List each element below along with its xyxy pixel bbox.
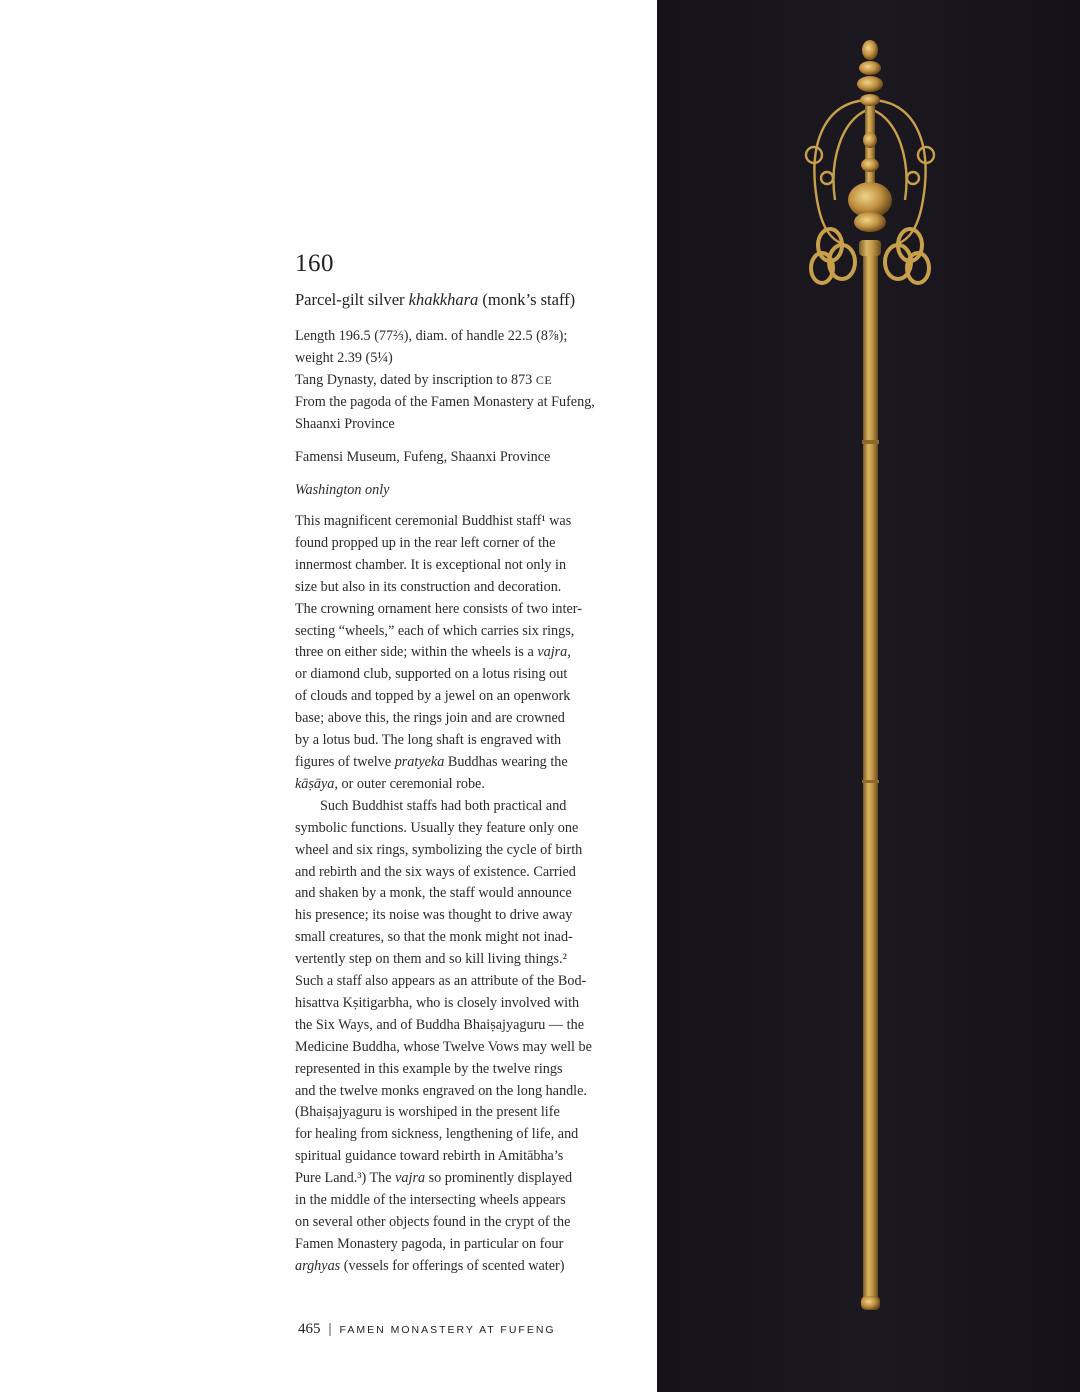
body-text: figures of twelve — [295, 753, 395, 770]
body-text: so prominently displayed — [425, 1170, 573, 1187]
paragraph-start-line: Such Buddhist staffs had both practical and — [320, 797, 567, 814]
body-line: and the twelve monks engraved on the long handle. — [295, 1082, 587, 1099]
entry-body — [295, 511, 625, 1278]
body-line: (Bhaiṣajyaguru is worshiped in the present life — [295, 1104, 560, 1121]
page-number: 465 — [298, 1321, 321, 1337]
body-text: Buddhas wearing the — [444, 753, 568, 770]
body-text: Pure Land.³) The — [295, 1170, 396, 1187]
body-line: represented in this example by the twelve rings — [295, 1060, 563, 1077]
entry-title — [295, 290, 625, 310]
body-line: or diamond club, supported on a lotus rising out — [295, 666, 568, 683]
body-line — [295, 752, 625, 774]
body-line: This magnificent ceremonial Buddhist staff¹ was — [295, 513, 572, 529]
body-line — [295, 1168, 625, 1190]
body-line: symbolic functions. Usually they feature only one — [295, 819, 579, 836]
body-line: by a lotus bud. The long shaft is engraved with — [295, 732, 562, 749]
body-line: on several other objects found in the crypt of the — [295, 1214, 571, 1230]
page-footer — [298, 1321, 556, 1338]
object-photograph — [657, 0, 1080, 1392]
catalogue-entry — [295, 250, 625, 1278]
museum-credit: Famensi Museum, Fufeng, Shaanxi Province — [295, 449, 551, 465]
running-head: FAMEN MONASTERY AT FUFENG — [339, 1324, 556, 1336]
body-line: small creatures, so that the monk might not inad- — [295, 929, 573, 946]
body-line: vertently step on them and so kill living things.² — [295, 951, 567, 968]
body-line: The crowning ornament here consists of two inter- — [295, 600, 582, 617]
body-line: for healing from sickness, lengthening of life, and — [295, 1126, 579, 1143]
italic-term: vajra, — [537, 644, 571, 661]
body-line — [295, 642, 625, 664]
title-text: Parcel-gilt silver — [295, 290, 409, 309]
body-line: hisattva Kṣitigarbha, who is closely involved with — [295, 994, 580, 1011]
dimensions-line-1: Length 196.5 (77⅔), diam. of handle 22.5 (8⅞); — [295, 328, 568, 344]
body-text: three on either side; within the wheels is a — [295, 644, 538, 661]
date-line — [295, 369, 625, 391]
italic-term: arghyas — [295, 1257, 341, 1274]
body-line: of clouds and topped by a jewel on an openwork — [295, 688, 571, 705]
staff-shaft — [863, 250, 878, 1302]
provenance-line-1: From the pagoda of the Famen Monastery at Fufeng, — [295, 394, 595, 410]
body-line — [295, 1256, 625, 1278]
date-text: Tang Dynasty, dated by inscription to 873 — [295, 372, 536, 388]
khakkhara-staff-image — [657, 0, 1080, 1392]
date-era: CE — [535, 373, 553, 387]
lotus-bud-finial — [862, 40, 878, 60]
body-line: size but also in its construction and decoration. — [295, 578, 562, 595]
title-text-end: (monk’s staff) — [478, 290, 576, 309]
body-line: and shaken by a monk, the staff would announce — [295, 885, 572, 902]
venue-note: Washington only — [295, 482, 390, 498]
body-line: found propped up in the rear left corner of the — [295, 534, 556, 551]
body-line: base; above this, the rings join and are crowned — [295, 710, 565, 727]
dimensions-line-2: weight 2.39 (5¼) — [295, 350, 393, 366]
body-line: Medicine Buddha, whose Twelve Vows may well be — [295, 1038, 592, 1055]
body-line: the Six Ways, and of Buddha Bhaiṣajyaguru — the — [295, 1016, 584, 1033]
staff-finial-bottom — [861, 1296, 880, 1310]
body-line: Such a staff also appears as an attribute of the Bod- — [295, 973, 587, 990]
body-line: wheel and six rings, symbolizing the cycle of birth — [295, 841, 583, 858]
body-line: spiritual guidance toward rebirth in Amitābha’s — [295, 1148, 564, 1165]
provenance-line-2: Shaanxi Province — [295, 416, 395, 432]
italic-term: pratyeka — [394, 753, 445, 770]
body-line: secting “wheels,” each of which carries six rings, — [295, 622, 575, 639]
italic-term: kāṣāya, — [295, 775, 338, 792]
body-line: innermost chamber. It is exceptional not only in — [295, 556, 567, 573]
body-line: in the middle of the intersecting wheels appears — [295, 1192, 566, 1209]
title-italic-term: khakkhara — [408, 290, 479, 309]
object-metadata — [295, 325, 625, 435]
footer-separator: | — [328, 1321, 332, 1337]
body-line — [295, 774, 625, 796]
body-text: (vessels for offerings of scented water) — [340, 1257, 565, 1274]
entry-number: 160 — [295, 250, 334, 277]
body-line: Famen Monastery pagoda, in particular on four — [295, 1235, 564, 1252]
body-line: and rebirth and the six ways of existence. Carried — [295, 863, 576, 880]
italic-term: vajra — [395, 1170, 426, 1187]
body-text: or outer ceremonial robe. — [337, 775, 485, 792]
body-line: his presence; its noise was thought to drive away — [295, 907, 573, 924]
